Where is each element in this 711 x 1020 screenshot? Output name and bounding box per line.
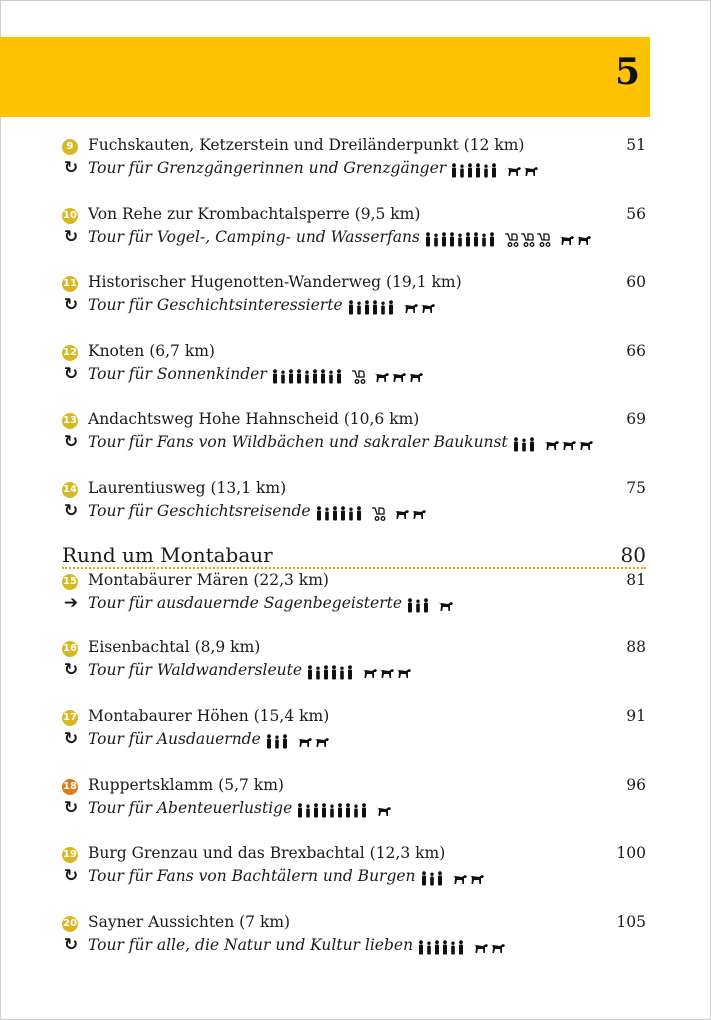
stroller-icon xyxy=(370,503,386,521)
tour-number-badge: 17 xyxy=(62,710,78,726)
tour-page-ref: 91 xyxy=(626,707,646,725)
family-icon xyxy=(420,868,444,886)
tour-subtitle-text: Tour für Waldwandersleute xyxy=(88,661,303,679)
tour-number-badge: 16 xyxy=(62,641,78,657)
tour-subtitle xyxy=(88,433,594,452)
dog-icon xyxy=(468,868,485,886)
toc-entry-title-row xyxy=(62,410,646,433)
toc-entry[interactable] xyxy=(62,571,646,617)
tour-subtitle-text: Tour für Geschichtsinteressierte xyxy=(88,296,343,314)
dog-icon xyxy=(393,503,410,521)
loop-arrow-icon: ↻ xyxy=(63,364,79,384)
tour-number-badge: 10 xyxy=(62,208,78,224)
family-icon xyxy=(450,160,474,178)
dog-icon xyxy=(296,731,313,749)
tour-page-ref: 60 xyxy=(626,273,646,291)
family-icon xyxy=(265,731,289,749)
tour-subtitle-text: Tour für Grenzgängerinnen und Grenzgänger xyxy=(88,159,447,177)
toc-entry[interactable] xyxy=(62,136,646,182)
tour-page-ref: 51 xyxy=(626,136,646,154)
family-icon xyxy=(296,800,320,818)
family-icon xyxy=(424,229,448,247)
toc-entry-title-row xyxy=(62,273,646,296)
tour-number-badge: 20 xyxy=(62,916,78,932)
tour-subtitle-text: Tour für ausdauernde Sagenbegeisterte xyxy=(88,594,403,612)
tour-rating-icons xyxy=(406,595,454,613)
tour-title: Knoten (6,7 km) xyxy=(88,342,215,360)
tour-page-ref: 105 xyxy=(616,913,646,931)
loop-arrow-icon: ↻ xyxy=(63,866,79,886)
tour-subtitle xyxy=(88,228,592,247)
stroller-icon xyxy=(519,229,535,247)
tour-number-badge: 15 xyxy=(62,574,78,590)
dog-icon xyxy=(407,366,424,384)
dog-icon xyxy=(575,229,592,247)
loop-arrow-icon: ↻ xyxy=(63,798,79,818)
toc-entry[interactable] xyxy=(62,273,646,319)
tour-title: Laurentiusweg (13,1 km) xyxy=(88,479,287,497)
family-icon xyxy=(448,229,472,247)
tour-rating-icons xyxy=(265,731,330,749)
tour-subtitle xyxy=(88,296,436,315)
tour-number-badge: 9 xyxy=(62,139,78,155)
tour-rating-icons xyxy=(450,160,539,178)
family-icon xyxy=(271,366,295,384)
dog-icon xyxy=(361,662,378,680)
toc-entry-subtitle-row xyxy=(62,936,646,959)
toc-entry-subtitle-row xyxy=(62,799,646,822)
toc-entry-title-row xyxy=(62,707,646,730)
tour-subtitle-text: Tour für Vogel-, Camping- und Wasserfans xyxy=(88,228,420,246)
tour-title: Eisenbachtal (8,9 km) xyxy=(88,638,261,656)
tour-subtitle-text: Tour für alle, die Natur und Kultur lieben xyxy=(88,936,414,954)
toc-entry-subtitle-row xyxy=(62,594,646,617)
dog-icon xyxy=(489,937,506,955)
dog-icon xyxy=(390,366,407,384)
toc-entry[interactable] xyxy=(62,707,646,753)
tour-rating-icons xyxy=(512,434,594,452)
tour-subtitle-text: Tour für Fans von Wildbächen und sakraler Baukunst xyxy=(88,433,508,451)
dog-icon xyxy=(472,937,489,955)
page-number: 5 xyxy=(614,51,640,93)
tour-rating-icons xyxy=(417,937,506,955)
toc-entry-title-row xyxy=(62,342,646,365)
toc-entry-subtitle-row xyxy=(62,730,646,753)
family-icon xyxy=(512,434,536,452)
toc-entry-subtitle-row xyxy=(62,867,646,890)
toc-entry-title-row xyxy=(62,136,646,159)
tour-page-ref: 56 xyxy=(626,205,646,223)
tour-rating-icons xyxy=(424,229,592,247)
toc-entry-title-row xyxy=(62,571,646,594)
family-icon xyxy=(315,503,339,521)
toc-entry-subtitle-row xyxy=(62,502,646,525)
family-icon xyxy=(319,366,343,384)
tour-title: Von Rehe zur Krombachtalsperre (9,5 km) xyxy=(88,205,421,223)
tour-rating-icons xyxy=(347,297,436,315)
loop-arrow-icon: ↻ xyxy=(63,501,79,521)
tour-title: Burg Grenzau und das Brexbachtal (12,3 km) xyxy=(88,844,446,862)
tour-subtitle xyxy=(88,730,330,749)
dog-icon xyxy=(373,366,390,384)
family-icon xyxy=(472,229,496,247)
toc-entry-subtitle-row xyxy=(62,296,646,319)
tour-number-badge: 14 xyxy=(62,482,78,498)
stroller-icon xyxy=(535,229,551,247)
tour-title: Fuchskauten, Ketzerstein und Dreiländerpunkt (12 km) xyxy=(88,136,525,154)
loop-arrow-icon: ↻ xyxy=(63,158,79,178)
dog-icon xyxy=(558,229,575,247)
dog-icon xyxy=(313,731,330,749)
tour-subtitle xyxy=(88,594,454,613)
family-icon xyxy=(406,595,430,613)
tour-subtitle-text: Tour für Sonnenkinder xyxy=(88,365,267,383)
tour-subtitle-text: Tour für Ausdauernde xyxy=(88,730,261,748)
dog-icon xyxy=(378,662,395,680)
tour-subtitle xyxy=(88,159,539,178)
tour-subtitle xyxy=(88,799,392,818)
tour-rating-icons xyxy=(306,662,412,680)
tour-rating-icons xyxy=(315,503,427,521)
one-way-arrow-icon: ➔ xyxy=(63,593,79,613)
dog-icon xyxy=(410,503,427,521)
toc-entry-title-row xyxy=(62,205,646,228)
tour-page-ref: 81 xyxy=(626,571,646,589)
tour-subtitle xyxy=(88,867,485,886)
toc-entry[interactable] xyxy=(62,205,646,251)
family-icon xyxy=(330,662,354,680)
dog-icon xyxy=(395,662,412,680)
tour-title: Montabäurer Mären (22,3 km) xyxy=(88,571,329,589)
family-icon xyxy=(306,662,330,680)
toc-entry[interactable] xyxy=(62,913,646,959)
toc-entry[interactable] xyxy=(62,342,646,388)
tour-number-badge: 11 xyxy=(62,276,78,292)
dog-icon xyxy=(505,160,522,178)
tour-page-ref: 100 xyxy=(616,844,646,862)
dog-icon xyxy=(451,868,468,886)
tour-title: Sayner Aussichten (7 km) xyxy=(88,913,291,931)
tour-rating-icons xyxy=(420,868,485,886)
header-band xyxy=(0,37,650,117)
dog-icon xyxy=(375,800,392,818)
loop-arrow-icon: ↻ xyxy=(63,935,79,955)
toc-entry[interactable] xyxy=(62,844,646,890)
tour-page-ref: 75 xyxy=(626,479,646,497)
tour-title: Historischer Hugenotten-Wanderweg (19,1 km) xyxy=(88,273,462,291)
toc-entry-subtitle-row xyxy=(62,159,646,182)
tour-page-ref: 66 xyxy=(626,342,646,360)
toc-entry-subtitle-row xyxy=(62,228,646,251)
tour-number-badge: 12 xyxy=(62,345,78,361)
toc-entry-title-row xyxy=(62,638,646,661)
tour-subtitle-text: Tour für Geschichtsreisende xyxy=(88,502,311,520)
toc-entry[interactable] xyxy=(62,479,646,525)
tour-page-ref: 96 xyxy=(626,776,646,794)
toc-entry[interactable] xyxy=(62,638,646,684)
tour-title: Andachtsweg Hohe Hahnscheid (10,6 km) xyxy=(88,410,420,428)
tour-subtitle-text: Tour für Abenteuerlustige xyxy=(88,799,293,817)
stroller-icon xyxy=(350,366,366,384)
tour-title: Montabaurer Höhen (15,4 km) xyxy=(88,707,330,725)
family-icon xyxy=(441,937,465,955)
dog-icon xyxy=(437,595,454,613)
tour-page-ref: 69 xyxy=(626,410,646,428)
tour-subtitle xyxy=(88,936,506,955)
section-page-ref: 80 xyxy=(620,543,646,567)
toc-entry-title-row xyxy=(62,844,646,867)
tour-title: Ruppertsklamm (5,7 km) xyxy=(88,776,284,794)
tour-number-badge: 13 xyxy=(62,413,78,429)
loop-arrow-icon: ↻ xyxy=(63,295,79,315)
toc-entry-subtitle-row xyxy=(62,365,646,388)
tour-subtitle xyxy=(88,661,412,680)
family-icon xyxy=(417,937,441,955)
dog-icon xyxy=(402,297,419,315)
loop-arrow-icon: ↻ xyxy=(63,227,79,247)
section-heading xyxy=(62,543,646,569)
tour-subtitle-text: Tour für Fans von Bachtälern und Burgen xyxy=(88,867,416,885)
tour-subtitle xyxy=(88,365,424,384)
family-icon xyxy=(339,503,363,521)
tour-rating-icons xyxy=(271,366,424,384)
family-icon xyxy=(295,366,319,384)
tour-page-ref: 88 xyxy=(626,638,646,656)
dog-icon xyxy=(560,434,577,452)
tour-number-badge: 19 xyxy=(62,847,78,863)
dog-icon xyxy=(419,297,436,315)
dog-icon xyxy=(543,434,560,452)
family-icon xyxy=(347,297,371,315)
toc-entry-subtitle-row xyxy=(62,661,646,684)
tour-number-badge: 18 xyxy=(62,779,78,795)
toc-entry[interactable] xyxy=(62,410,646,456)
toc-entry[interactable] xyxy=(62,776,646,822)
family-icon xyxy=(344,800,368,818)
family-icon xyxy=(320,800,344,818)
toc-entry-title-row xyxy=(62,913,646,936)
family-icon xyxy=(371,297,395,315)
toc-entry-title-row xyxy=(62,776,646,799)
tour-subtitle xyxy=(88,502,427,521)
stroller-icon xyxy=(503,229,519,247)
dog-icon xyxy=(577,434,594,452)
tour-rating-icons xyxy=(296,800,392,818)
toc-entry-subtitle-row xyxy=(62,433,646,456)
section-title: Rund um Montabaur xyxy=(62,543,273,567)
loop-arrow-icon: ↻ xyxy=(63,729,79,749)
toc-entry-title-row xyxy=(62,479,646,502)
loop-arrow-icon: ↻ xyxy=(63,432,79,452)
loop-arrow-icon: ↻ xyxy=(63,660,79,680)
family-icon xyxy=(474,160,498,178)
dog-icon xyxy=(522,160,539,178)
